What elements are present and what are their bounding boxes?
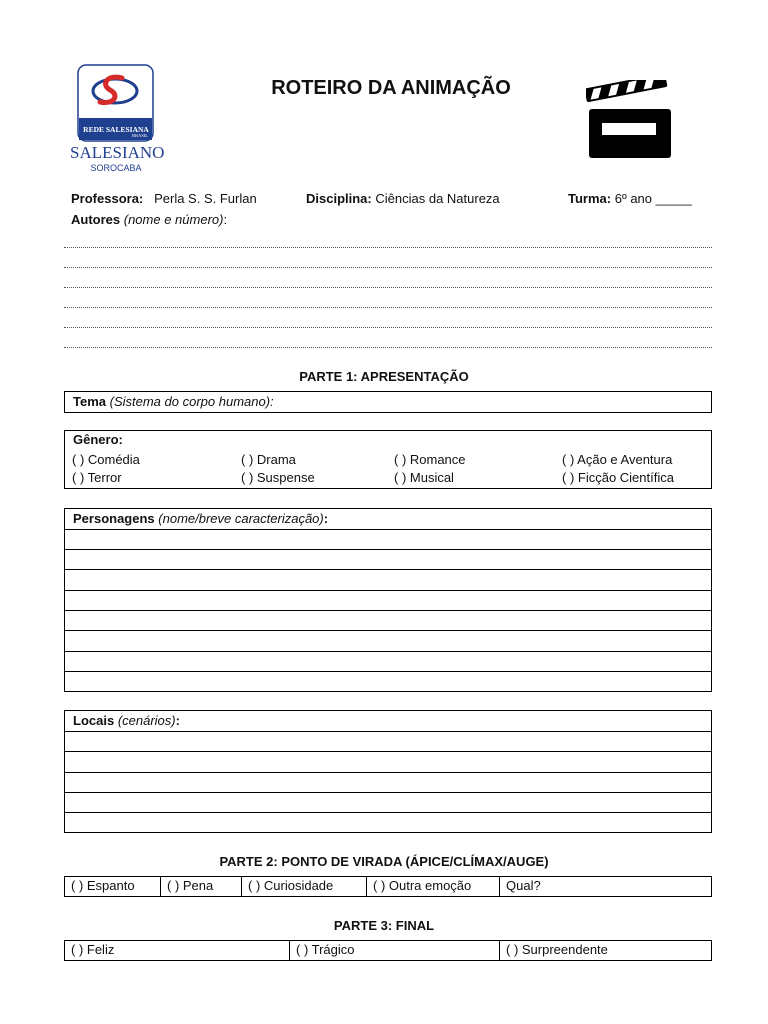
parte2-qual-field[interactable]: Qual? xyxy=(499,877,541,896)
personagens-row[interactable] xyxy=(65,630,711,631)
locais-row[interactable] xyxy=(65,772,711,773)
personagens-row[interactable] xyxy=(65,529,711,530)
genero-option-comedia[interactable]: ( ) Comédia xyxy=(72,452,140,467)
genero-option-ficcao-cientifica[interactable]: ( ) Ficção Científica xyxy=(562,470,674,485)
info-professora xyxy=(71,191,257,206)
autores-colon: : xyxy=(223,212,228,227)
autores-label: Autores xyxy=(71,212,121,227)
parte2-option-curiosidade[interactable]: ( ) Curiosidade xyxy=(241,877,333,896)
clapperboard-icon xyxy=(586,80,674,160)
personagens-table xyxy=(64,508,712,692)
personagens-hint: (nome/breve caracterização) xyxy=(158,511,324,526)
locais-table xyxy=(64,710,712,833)
info-turma xyxy=(568,191,692,206)
logo-name-text: SALESIANO xyxy=(70,143,165,162)
professora-value: Perla S. S. Furlan xyxy=(154,191,257,206)
parte3-option-tragico[interactable]: ( ) Trágico xyxy=(289,941,355,960)
personagens-colon: : xyxy=(323,511,329,526)
autores-line-6[interactable] xyxy=(64,347,712,348)
tema-label: Tema xyxy=(73,394,106,409)
parte2-options-row xyxy=(64,876,712,897)
autores-line-2[interactable] xyxy=(64,267,712,268)
personagens-row[interactable] xyxy=(65,610,711,611)
genero-box xyxy=(64,430,712,489)
disciplina-label: Disciplina: xyxy=(306,191,372,206)
logo-country-text: BRASIL xyxy=(131,133,148,138)
parte2-option-espanto[interactable]: ( ) Espanto xyxy=(71,878,135,893)
locais-header xyxy=(73,713,180,728)
genero-option-suspense[interactable]: ( ) Suspense xyxy=(241,470,315,485)
personagens-row[interactable] xyxy=(65,549,711,550)
parte3-options-row xyxy=(64,940,712,961)
genero-option-romance[interactable]: ( ) Romance xyxy=(394,452,466,467)
genero-option-drama[interactable]: ( ) Drama xyxy=(241,452,296,467)
autores-line-1[interactable] xyxy=(64,247,712,248)
parte1-title: PARTE 1: APRESENTAÇÃO xyxy=(299,369,469,384)
tema-hint: (Sistema do corpo humano): xyxy=(109,394,274,409)
locais-row[interactable] xyxy=(65,792,711,793)
locais-label: Locais xyxy=(73,713,115,728)
autores-line-5[interactable] xyxy=(64,327,712,328)
parte3-option-feliz[interactable]: ( ) Feliz xyxy=(71,942,115,957)
personagens-label: Personagens xyxy=(73,511,155,526)
page-title: ROTEIRO DA ANIMAÇÃO xyxy=(271,77,511,99)
turma-label: Turma: xyxy=(568,191,612,206)
logo-network-text: REDE SALESIANA xyxy=(83,125,149,134)
genero-option-acao-aventura[interactable]: ( ) Ação e Aventura xyxy=(562,452,673,467)
tema-box[interactable] xyxy=(64,391,712,413)
autores-line-3[interactable] xyxy=(64,287,712,288)
logo-city-text: SOROCABA xyxy=(90,163,142,173)
parte3-title: PARTE 3: FINAL xyxy=(333,918,435,933)
locais-row[interactable] xyxy=(65,731,711,732)
locais-row[interactable] xyxy=(65,751,711,752)
autores-hint: (nome e número) xyxy=(123,212,224,227)
parte3-option-surpreendente[interactable]: ( ) Surpreendente xyxy=(499,941,608,960)
locais-colon: : xyxy=(175,713,180,728)
personagens-row[interactable] xyxy=(65,569,711,570)
genero-label: Gênero: xyxy=(73,432,123,447)
parte2-option-pena[interactable]: ( ) Pena xyxy=(160,877,213,896)
info-disciplina xyxy=(306,191,500,206)
locais-hint: (cenários) xyxy=(117,713,176,728)
parte2-title: PARTE 2: PONTO DE VIRADA (ÁPICE/CLÍMAX/AUGE) xyxy=(219,854,549,869)
tema-label-group xyxy=(73,394,274,409)
personagens-header xyxy=(73,511,328,526)
info-autores xyxy=(71,212,227,227)
parte2-option-outra-emocao[interactable]: ( ) Outra emoção xyxy=(366,877,471,896)
autores-line-4[interactable] xyxy=(64,307,712,308)
personagens-row[interactable] xyxy=(65,651,711,652)
personagens-row[interactable] xyxy=(65,590,711,591)
professora-label: Professora: xyxy=(71,191,144,206)
personagens-row[interactable] xyxy=(65,671,711,672)
genero-option-terror[interactable]: ( ) Terror xyxy=(72,470,122,485)
disciplina-value: Ciências da Natureza xyxy=(375,191,500,206)
locais-row[interactable] xyxy=(65,812,711,813)
genero-option-musical[interactable]: ( ) Musical xyxy=(394,470,454,485)
turma-value[interactable]: 6º ano _____ xyxy=(614,191,692,206)
